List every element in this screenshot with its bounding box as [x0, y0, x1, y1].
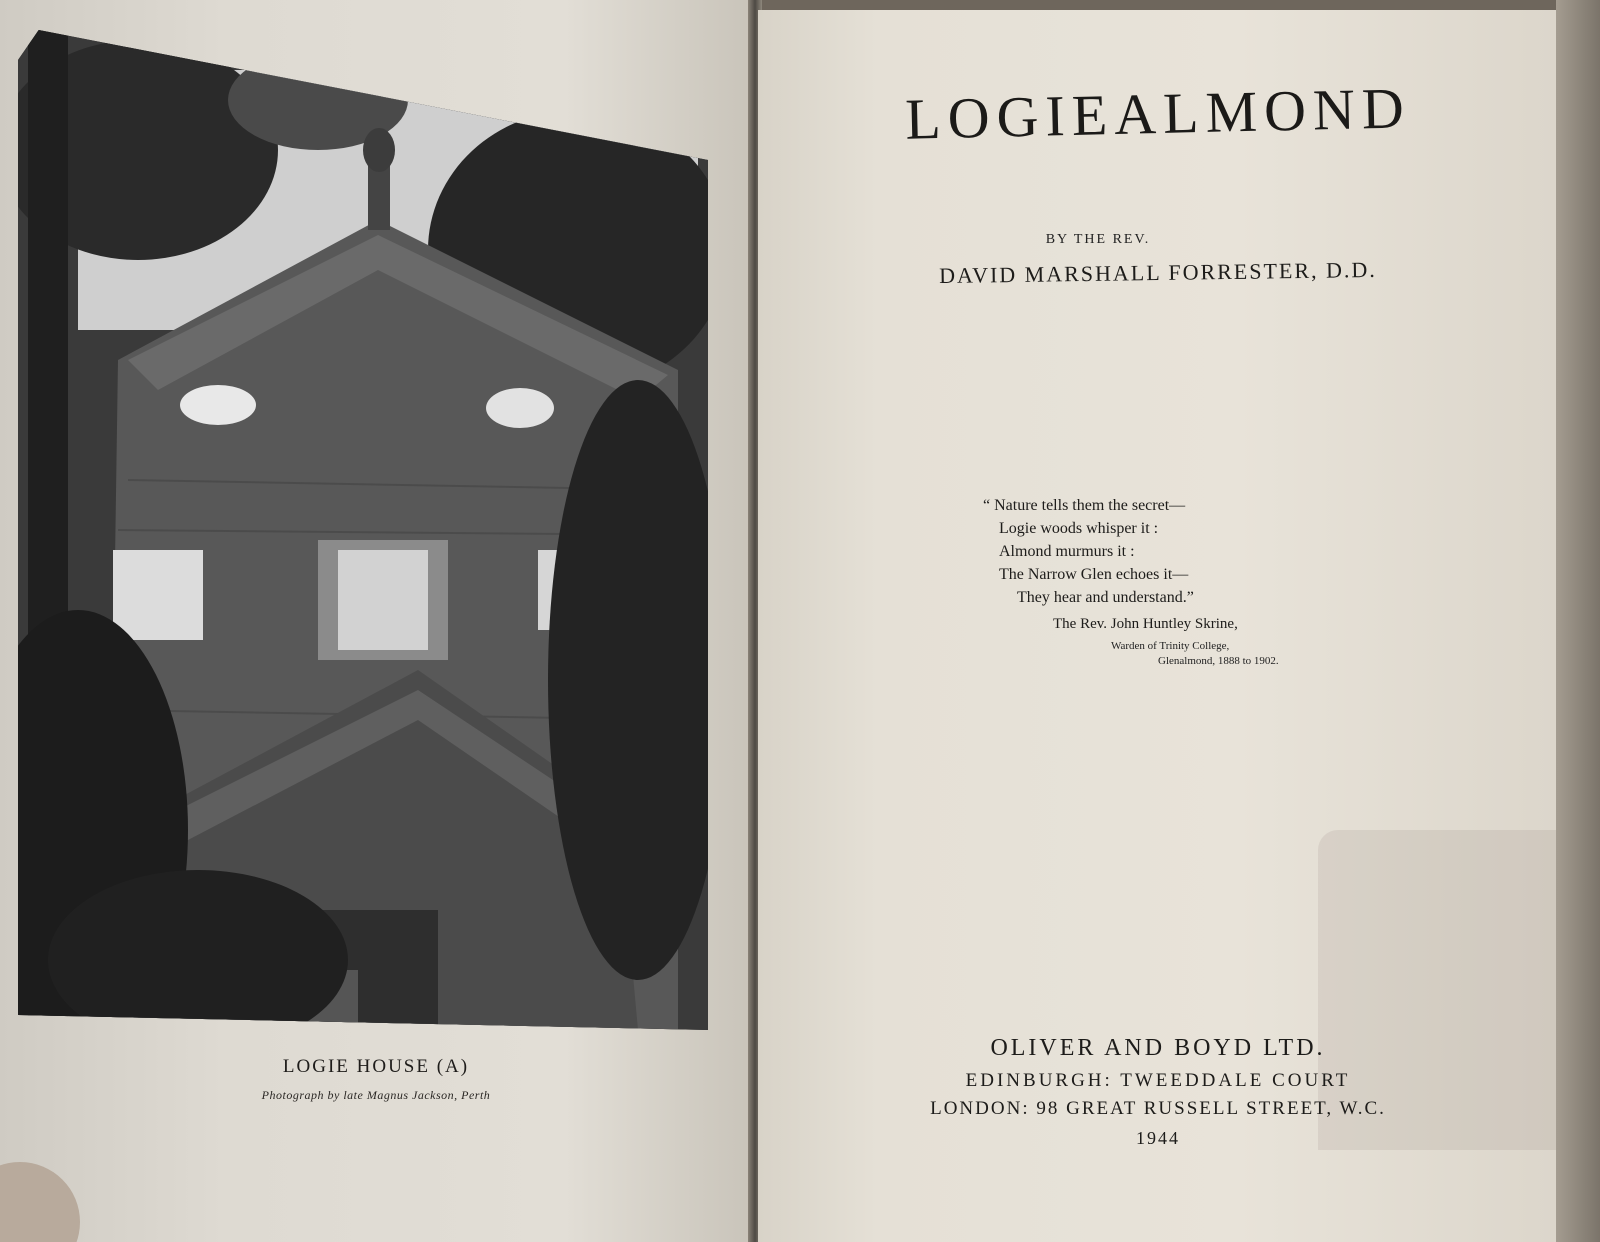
epigraph-line: The Narrow Glen echoes it—: [999, 566, 1189, 583]
publisher-city-london: LONDON: 98 GREAT RUSSELL STREET, W.C.: [930, 1098, 1386, 1119]
publisher-city-edinburgh: EDINBURGH: TWEEDDALE COURT: [965, 1070, 1351, 1091]
epigraph-line: Almond murmurs it :: [999, 543, 1135, 560]
attribution-place: Glenalmond, 1888 to 1902.: [1158, 655, 1279, 667]
plate-photo-credit: Photograph by late Magnus Jackson, Perth: [261, 1088, 491, 1102]
attribution-role: Warden of Trinity College,: [1111, 640, 1230, 652]
publication-year: 1944: [1136, 1128, 1180, 1148]
frontispiece-photograph: [18, 30, 708, 1030]
epigraph: [983, 494, 1383, 609]
title-page: [758, 10, 1558, 1242]
epigraph-line: They hear and understand.”: [1017, 589, 1194, 606]
byline-prefix: BY THE REV.: [1045, 232, 1151, 247]
left-page: [0, 0, 752, 1242]
publisher-name: OLIVER AND BOYD LTD.: [990, 1035, 1326, 1061]
epigraph-attribution: The Rev. John Huntley Skrine,: [1053, 616, 1238, 632]
page-edge: [1556, 0, 1600, 1242]
author-name: DAVID MARSHALL FORRESTER, D.D.: [938, 256, 1378, 289]
plate-caption-title: LOGIE HOUSE (A): [282, 1056, 470, 1077]
book-title: LOGIEALMOND: [904, 75, 1412, 152]
epigraph-line: “ Nature tells them the secret—: [983, 497, 1186, 514]
epigraph-line: Logie woods whisper it :: [999, 520, 1159, 537]
page-corner: [0, 1162, 80, 1242]
